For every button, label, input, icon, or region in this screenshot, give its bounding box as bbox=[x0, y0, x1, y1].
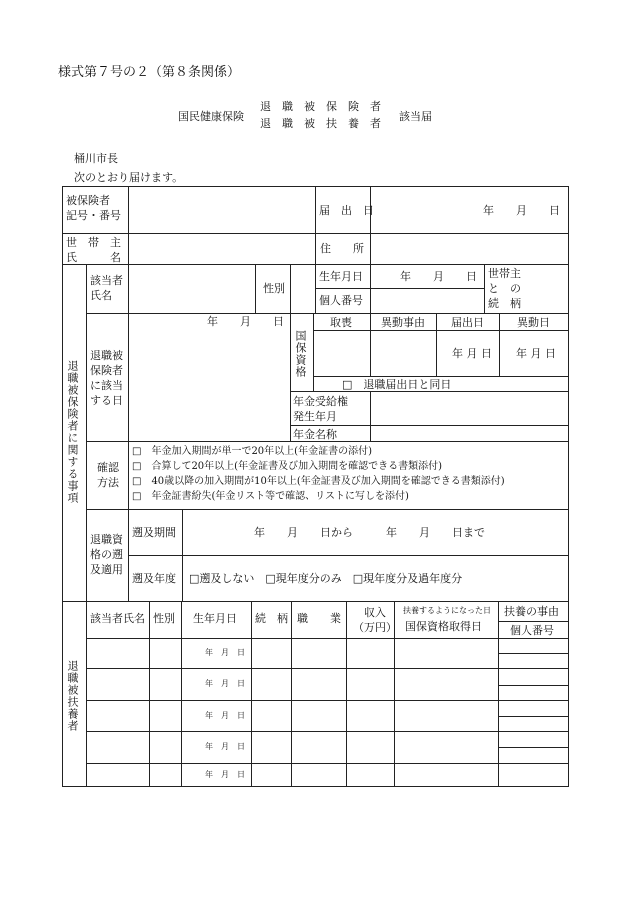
confirm-option-2[interactable]: □ 合算して20年以上(年金証書及び加入期間を確認できる書類添付) bbox=[132, 461, 442, 472]
relation-label: 世帯主 と の 続 柄 bbox=[488, 267, 521, 310]
kokuho-header-change: 異動日 bbox=[517, 316, 550, 329]
dep-row-3-birth[interactable]: 年 月 日 bbox=[205, 711, 245, 720]
dep-header-relation: 続 柄 bbox=[255, 612, 288, 625]
dep-header-date: 国保資格取得日 bbox=[405, 620, 482, 633]
birth-label: 生年月日 bbox=[319, 270, 363, 283]
dep-header-occupation: 職 業 bbox=[297, 612, 341, 625]
householder-label: 世 帯 主 氏 名 bbox=[66, 236, 121, 264]
title-line-2: 退 職 被 扶 養 者 bbox=[260, 117, 381, 130]
title-line-1: 退 職 被 保 険 者 bbox=[260, 100, 381, 113]
filing-date-label: 届 出 日 bbox=[319, 204, 374, 217]
dep-header-name: 該当者氏名 bbox=[90, 612, 145, 625]
dep-header-birth: 生年月日 bbox=[193, 612, 237, 625]
confirm-option-3[interactable]: □ 40歳以降の加入期間が10年以上(年金証書及び加入期間を確認できる書類添付) bbox=[132, 476, 505, 487]
retro-period-label: 遡及期間 bbox=[132, 526, 176, 539]
filing-date-field[interactable]: 年 月 日 bbox=[483, 204, 560, 217]
same-day-checkbox[interactable]: □ 退職届出日と同日 bbox=[342, 378, 452, 391]
retiree-section-label: 退職被保険者に関する事項 bbox=[66, 360, 79, 504]
dep-row-1-birth[interactable]: 年 月 日 bbox=[205, 648, 245, 657]
dep-header-date-small: 扶養するようになった日 bbox=[403, 606, 491, 615]
dep-row-2-birth[interactable]: 年 月 日 bbox=[205, 679, 245, 688]
kokuho-header-filing: 届出日 bbox=[451, 316, 484, 329]
intro-text: 次のとおり届けます。 bbox=[74, 171, 184, 184]
dep-header-personal-no: 個人番号 bbox=[510, 624, 554, 637]
dep-header-reason: 扶養の事由 bbox=[504, 605, 559, 618]
addressee: 桶川市長 bbox=[74, 152, 118, 165]
kokuho-header-shusou: 取喪 bbox=[330, 316, 352, 329]
form-number: 様式第７号の２（第８条関係） bbox=[58, 65, 241, 80]
title-suffix: 該当届 bbox=[399, 110, 432, 123]
dep-row-4-birth[interactable]: 年 月 日 bbox=[205, 742, 245, 751]
retiree-name-field[interactable] bbox=[130, 266, 254, 312]
pension-name-label: 年金名称 bbox=[293, 428, 337, 441]
householder-field[interactable] bbox=[130, 235, 313, 263]
personal-number-label: 個人番号 bbox=[319, 294, 363, 307]
insured-number-label: 被保険者 記号・番号 bbox=[66, 194, 121, 222]
dep-row-5-birth[interactable]: 年 月 日 bbox=[205, 770, 245, 779]
dep-header-income: 収入 （万円） bbox=[353, 606, 397, 634]
address-label: 住 所 bbox=[320, 242, 364, 255]
confirm-option-4[interactable]: □ 年金証書紛失(年金リスト等で確認、リストに写しを添付) bbox=[132, 491, 409, 502]
retiree-date-label: 退職被 保険者 に該当 する日 bbox=[90, 349, 123, 407]
retro-label: 退職資 格の遡 及適用 bbox=[90, 533, 123, 576]
confirm-method-label: 確認 方法 bbox=[97, 461, 119, 489]
retiree-date-field[interactable]: 年 月 日 bbox=[207, 315, 284, 328]
confirm-option-1[interactable]: □ 年金加入期間が単一で20年以上(年金証書の添付) bbox=[132, 446, 372, 457]
insured-number-field[interactable] bbox=[130, 188, 313, 232]
pension-date-label: 年金受給権 発生年月 bbox=[293, 395, 348, 423]
retro-period-field[interactable]: 年 月 日から 年 月 日まで bbox=[254, 526, 485, 539]
sex-label: 性別 bbox=[263, 282, 285, 295]
dependents-section-label: 退職被扶養者 bbox=[66, 660, 79, 732]
dep-header-sex: 性別 bbox=[153, 612, 175, 625]
retro-year-label: 遡及年度 bbox=[132, 572, 176, 585]
kokuho-change-date[interactable]: 年 月 日 bbox=[516, 347, 556, 360]
kokuho-filing-date[interactable]: 年 月 日 bbox=[452, 347, 492, 360]
address-field[interactable] bbox=[372, 235, 567, 263]
birth-field[interactable]: 年 月 日 bbox=[400, 270, 477, 283]
kokuho-header-reason: 異動事由 bbox=[381, 316, 425, 329]
retiree-name-label: 該当者 氏名 bbox=[90, 274, 123, 302]
kokuho-label: 国保資格 bbox=[294, 330, 307, 378]
retro-year-options[interactable]: □遡及しない □現年度分のみ □現年度分及過年度分 bbox=[189, 572, 463, 585]
title-prefix: 国民健康保険 bbox=[178, 110, 244, 123]
